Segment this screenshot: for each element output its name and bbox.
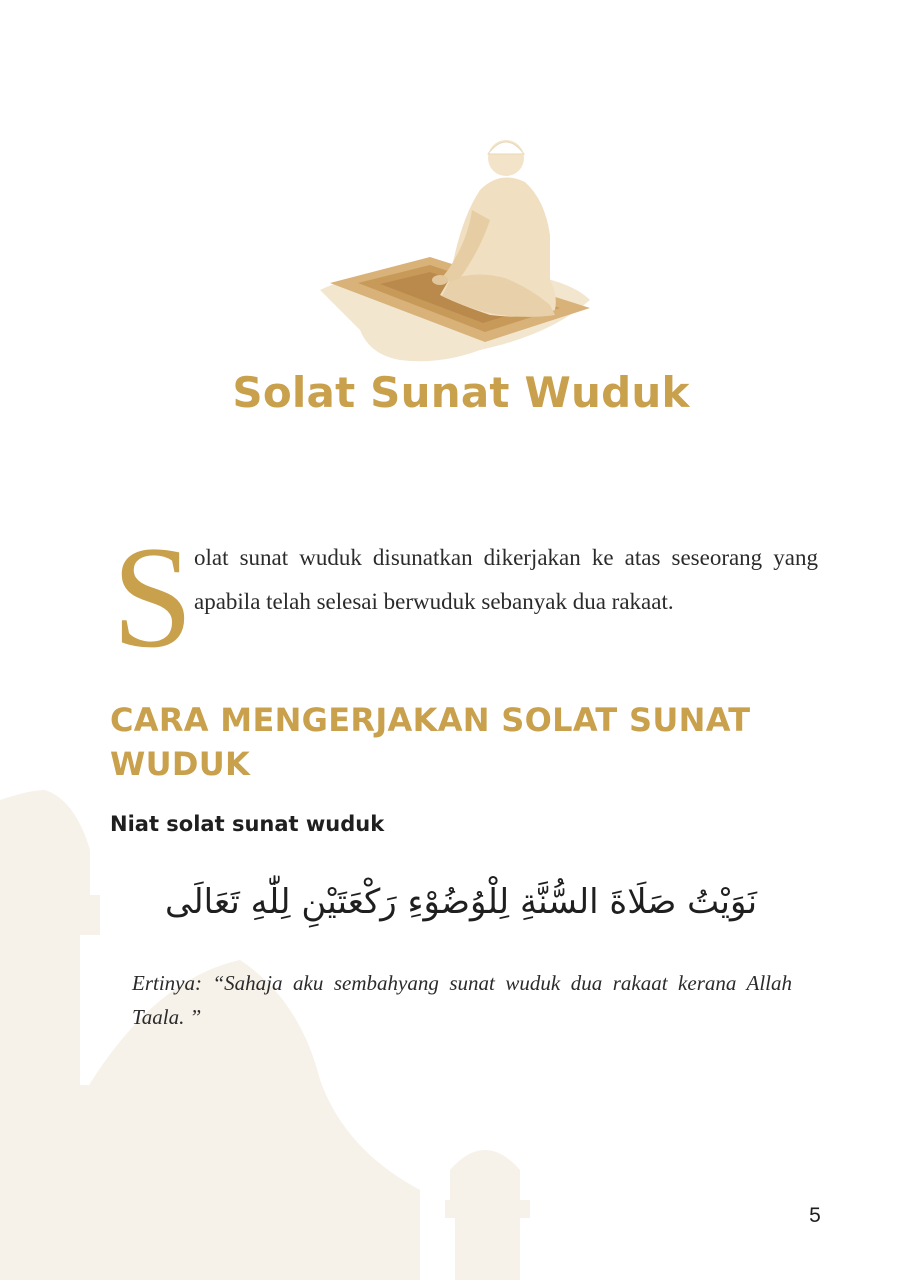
arabic-niat-text: نَوَيْتُ صَلَاةَ السُّنَّةِ لِلْوُضُوْءِ رَكْعَتَيْنِ لِلّٰهِ تَعَالَى: [164, 882, 758, 922]
translation-text: Ertinya: “Sahaja aku sembahyang sunat wuduk dua rakaat kerana Allah Taala. ”: [132, 971, 792, 1029]
section-heading: CARA MENGERJAKAN SOLAT SUNAT WUDUK: [110, 701, 751, 783]
page-title: Solat Sunat Wuduk: [232, 368, 690, 417]
niat-heading: Niat solat sunat wuduk: [110, 812, 385, 836]
intro-paragraph: [112, 516, 818, 678]
drop-cap: S: [112, 516, 194, 678]
page-number: 5: [809, 1204, 821, 1227]
praying-man-illustration-icon: [300, 120, 620, 380]
intro-text: olat sunat wuduk disunatkan dikerjakan ke atas seseorang yang apabila telah selesai berwuduk sebanyak dua rakaat.: [194, 545, 818, 614]
